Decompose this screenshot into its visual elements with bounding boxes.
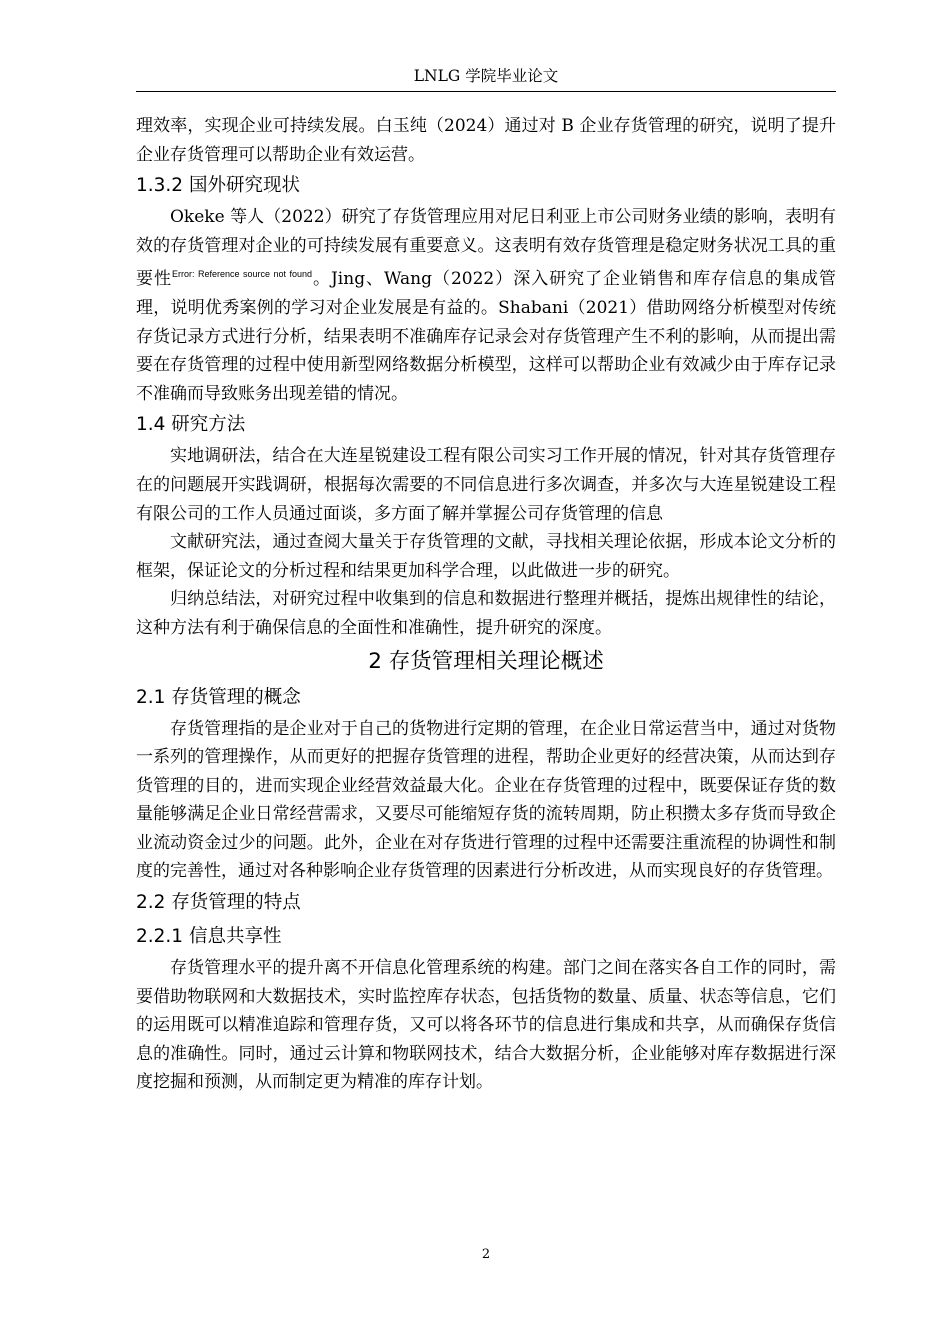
page-body — [136, 112, 836, 1097]
reference-error-note: Error: Reference source not found — [171, 269, 313, 280]
section-heading-2-2: 2.2 存货管理的特点 — [136, 892, 301, 914]
section-heading-2-2-1: 2.2.1 信息共享性 — [136, 926, 282, 948]
paragraph-foreign-research — [136, 203, 836, 408]
paragraph-literature-research: 文献研究法，通过查阅大量关于存货管理的文献，寻找相关理论依据，形成本论文分析的框架，保证论文的分析过程和结果更加科学合理，以此做进一步的研究。 — [136, 532, 836, 581]
header-divider — [136, 91, 836, 92]
paragraph-foreign-research-tail: 。Jing、Wang（2022）深入研究了企业销售和库存信息的集成管理，说明优秀案例的学习对企业发展是有益的。Shabani（2021）借助网络分析模型对传统存货记录方式进行分析，结果表明不准确库存记录会对存货管理产生不利的影响，从而提出需要在存货管理的过程中使用新型网络数据分析模型，这样可以帮助企业有效减少由于库存记录不准确而导致账务出现差错的情况。 — [136, 269, 837, 404]
page-number: 2 — [481, 1247, 491, 1262]
chapter-heading-2: 2 存货管理相关理论概述 — [368, 648, 604, 674]
section-heading-1-4: 1.4 研究方法 — [136, 414, 246, 436]
running-header: LNLG 学院毕业论文 — [413, 67, 559, 85]
section-heading-2-1: 2.1 存货管理的概念 — [136, 686, 301, 708]
paragraph-information-sharing: 存货管理水平的提升离不开信息化管理系统的构建。部门之间在落实各自工作的同时，需要借助物联网和大数据技术，实时监控库存状态，包括货物的数量、质量、状态等信息，它们的运用既可以精准追踪和管理存货，又可以将各环节的信息进行集成和共享，从而确保存货信息的准确性。同时，通过云计算和物联网技术，结合大数据分析，企业能够对库存数据进行深度挖掘和预测，从而制定更为精准的库存计划。 — [136, 958, 836, 1093]
paragraph-inventory-concept: 存货管理指的是企业对于自己的货物进行定期的管理，在企业日常运营当中，通过对货物一系列的管理操作，从而更好的把握存货管理的进程，帮助企业更好的经营决策，从而达到存货管理的目的，进而实现企业经营效益最大化。企业在存货管理的过程中，既要保证存货的数量能够满足企业日常经营需求，又要尽可能缩短存货的流转周期，防止积攒太多存货而导致企业流动资金过少的问题。此外，企业在对存货进行管理的过程中还需要注重流程的协调性和制度的完善性，通过对各种影响企业存货管理的因素进行分析改进，从而实现良好的存货管理。 — [136, 718, 836, 882]
paragraph-continuation: 理效率，实现企业可持续发展。白玉纯（2024）通过对 B 企业存货管理的研究，说明了提升企业存货管理可以帮助企业有效运营。 — [136, 116, 836, 165]
paragraph-induction-method: 归纳总结法，对研究过程中收集到的信息和数据进行整理并概括，提炼出规律性的结论，这种方法有利于确保信息的全面性和准确性，提升研究的深度。 — [136, 589, 836, 638]
section-heading-1-3-2: 1.3.2 国外研究现状 — [136, 175, 300, 197]
paragraph-foreign-research-lead: Okeke 等人（2022）研究了存货管理应用对尼日利亚上市公司财务业绩的影响，表明有效的存货管理对企业的可持续发展有重要意义。这表明有效存货管理是稳定财务状况工具的重要性 — [136, 207, 836, 290]
paragraph-field-research: 实地调研法，结合在大连星锐建设工程有限公司实习工作开展的情况，针对其存货管理存在的问题展开实践调研，根据每次需要的不同信息进行多次调查，并多次与大连星锐建设工程有限公司的工作人员通过面谈，多方面了解并掌握公司存货管理的信息 — [136, 446, 836, 524]
